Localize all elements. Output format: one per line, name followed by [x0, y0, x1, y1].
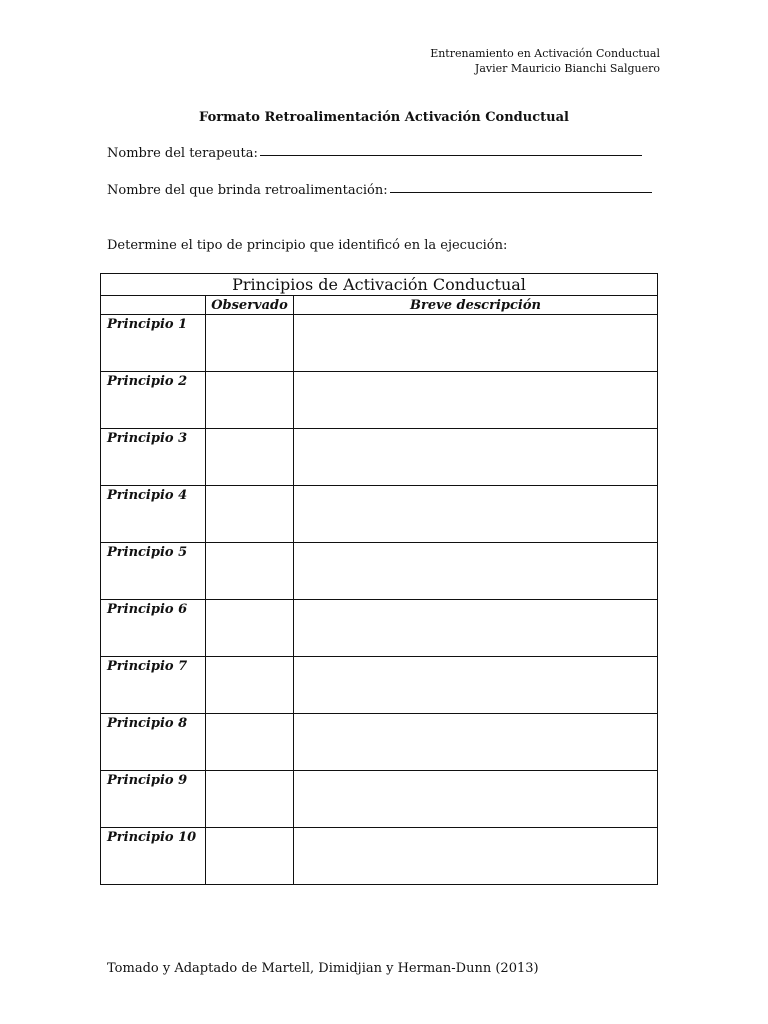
description-cell[interactable] — [294, 714, 658, 771]
feedback-giver-blank[interactable] — [390, 191, 652, 193]
description-cell[interactable] — [294, 429, 658, 486]
table-row — [101, 486, 658, 543]
instruction-text: Determine el tipo de principio que identificó en la ejecución: — [107, 238, 508, 253]
description-cell[interactable] — [294, 486, 658, 543]
therapist-name-blank[interactable] — [260, 154, 642, 156]
page-header — [430, 46, 660, 76]
principle-label: Principio 7 — [101, 657, 206, 714]
source-citation: Tomado y Adaptado de Martell, Dimidjian y Herman-Dunn (2013) — [107, 961, 539, 976]
header-author: Javier Mauricio Bianchi Salguero — [474, 62, 660, 75]
description-cell[interactable] — [294, 600, 658, 657]
table-row — [101, 714, 658, 771]
description-cell[interactable] — [294, 771, 658, 828]
principle-label: Principio 6 — [101, 600, 206, 657]
observed-cell[interactable] — [206, 486, 294, 543]
therapist-name-label: Nombre del terapeuta: — [107, 146, 258, 161]
table-row — [101, 771, 658, 828]
description-cell[interactable] — [294, 372, 658, 429]
principle-label: Principio 4 — [101, 486, 206, 543]
table-title: Principios de Activación Conductual — [101, 274, 658, 296]
observed-cell[interactable] — [206, 600, 294, 657]
table-row — [101, 315, 658, 372]
observed-cell[interactable] — [206, 315, 294, 372]
table-row — [101, 600, 658, 657]
principle-label: Principio 10 — [101, 828, 206, 885]
corner-cell — [101, 296, 206, 315]
therapist-name-field — [107, 146, 642, 161]
observed-cell[interactable] — [206, 714, 294, 771]
observed-cell[interactable] — [206, 372, 294, 429]
header-training-title: Entrenamiento en Activación Conductual — [430, 47, 660, 60]
table-row — [101, 372, 658, 429]
principle-label: Principio 5 — [101, 543, 206, 600]
principle-label: Principio 9 — [101, 771, 206, 828]
table-row — [101, 543, 658, 600]
description-cell[interactable] — [294, 543, 658, 600]
observed-cell[interactable] — [206, 543, 294, 600]
principle-label: Principio 8 — [101, 714, 206, 771]
description-cell[interactable] — [294, 828, 658, 885]
column-header-description: Breve descripción — [294, 296, 658, 315]
description-cell[interactable] — [294, 315, 658, 372]
principle-label: Principio 1 — [101, 315, 206, 372]
principle-label: Principio 3 — [101, 429, 206, 486]
observed-cell[interactable] — [206, 771, 294, 828]
document-title: Formato Retroalimentación Activación Conductual — [199, 110, 569, 125]
table-row — [101, 657, 658, 714]
principle-rows — [101, 315, 658, 885]
table-row — [101, 828, 658, 885]
description-cell[interactable] — [294, 657, 658, 714]
feedback-giver-label: Nombre del que brinda retroalimentación: — [107, 183, 388, 198]
principle-label: Principio 2 — [101, 372, 206, 429]
observed-cell[interactable] — [206, 429, 294, 486]
principles-table — [100, 273, 658, 885]
table-row — [101, 429, 658, 486]
observed-cell[interactable] — [206, 828, 294, 885]
column-header-observed: Observado — [206, 296, 294, 315]
feedback-giver-field — [107, 183, 652, 198]
observed-cell[interactable] — [206, 657, 294, 714]
